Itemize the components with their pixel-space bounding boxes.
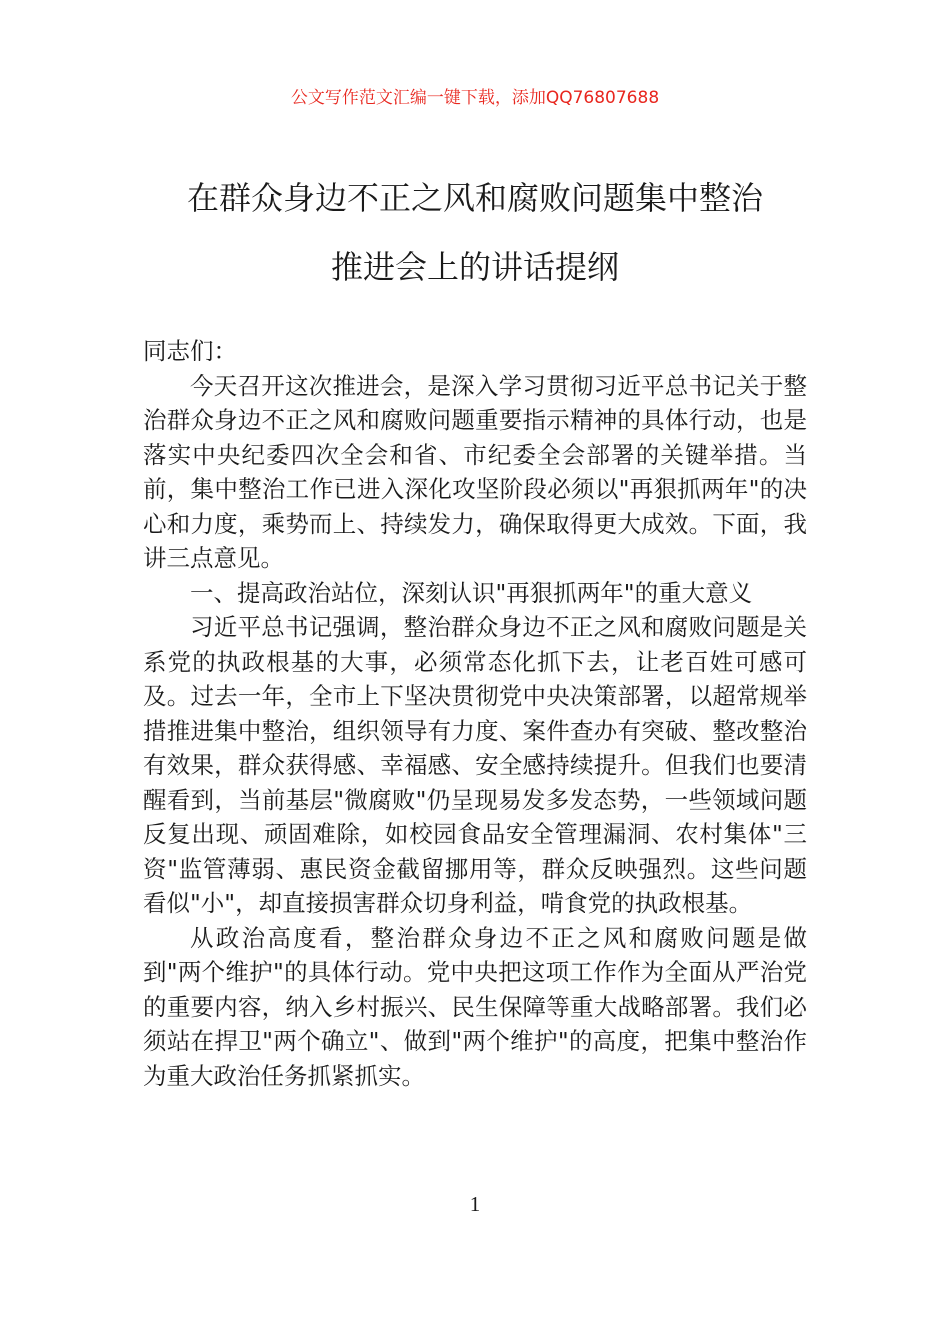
- paragraph-2: 习近平总书记强调，整治群众身边不正之风和腐败问题是关系党的执政根基的大事，必须常态化抓下去，让老百姓可感可及。过去一年，全市上下坚决贯彻党中央决策部署，以超常规举措推进集中整治，组织领导有力度、案件查办有突破、整改整治有效果，群众获得感、幸福感、安全感持续提升。但我们也要清醒看到，当前基层"微腐败"仍呈现易发多发态势，一些领域问题反复出现、顽固难除，如校园食品安全管理漏洞、农村集体"三资"监管薄弱、惠民资金截留挪用等，群众反映强烈。这些问题看似"小"，却直接损害群众切身利益，啃食党的执政根基。: [143, 613, 807, 917]
- page-number: 1: [469, 1192, 481, 1216]
- section-heading-1: 一、提高政治站位，深刻认识"再狠抓两年"的重大意义: [190, 578, 753, 607]
- document-title-line-2: 推进会上的讲话提纲: [330, 248, 619, 286]
- paragraph-intro: 今天召开这次推进会，是深入学习贯彻习近平总书记关于整治群众身边不正之风和腐败问题重要指示精神的具体行动，也是落实中央纪委四次全会和省、市纪委全会部署的关键举措。当前，集中整治工作已进入深化攻坚阶段必须以"再狠抓两年"的决心和力度，乘势而上、持续发力，确保取得更大成效。下面，我讲三点意见。: [143, 371, 807, 572]
- paragraph-3: 从政治高度看，整治群众身边不正之风和腐败问题是做到"两个维护"的具体行动。党中央把这项工作作为全面从严治党的重要内容，纳入乡村振兴、民生保障等重大战略部署。我们必须站在捍卫"两个确立"、做到"两个维护"的高度，把集中整治作为重大政治任务抓紧抓实。: [143, 923, 807, 1090]
- salutation: 同志们：: [143, 337, 237, 365]
- download-notice: 公文写作范文汇编一键下载，添加QQ76807688: [290, 88, 660, 108]
- document-title-line-1: 在群众身边不正之风和腐败问题集中整治: [186, 179, 763, 217]
- document-body: [143, 334, 807, 1093]
